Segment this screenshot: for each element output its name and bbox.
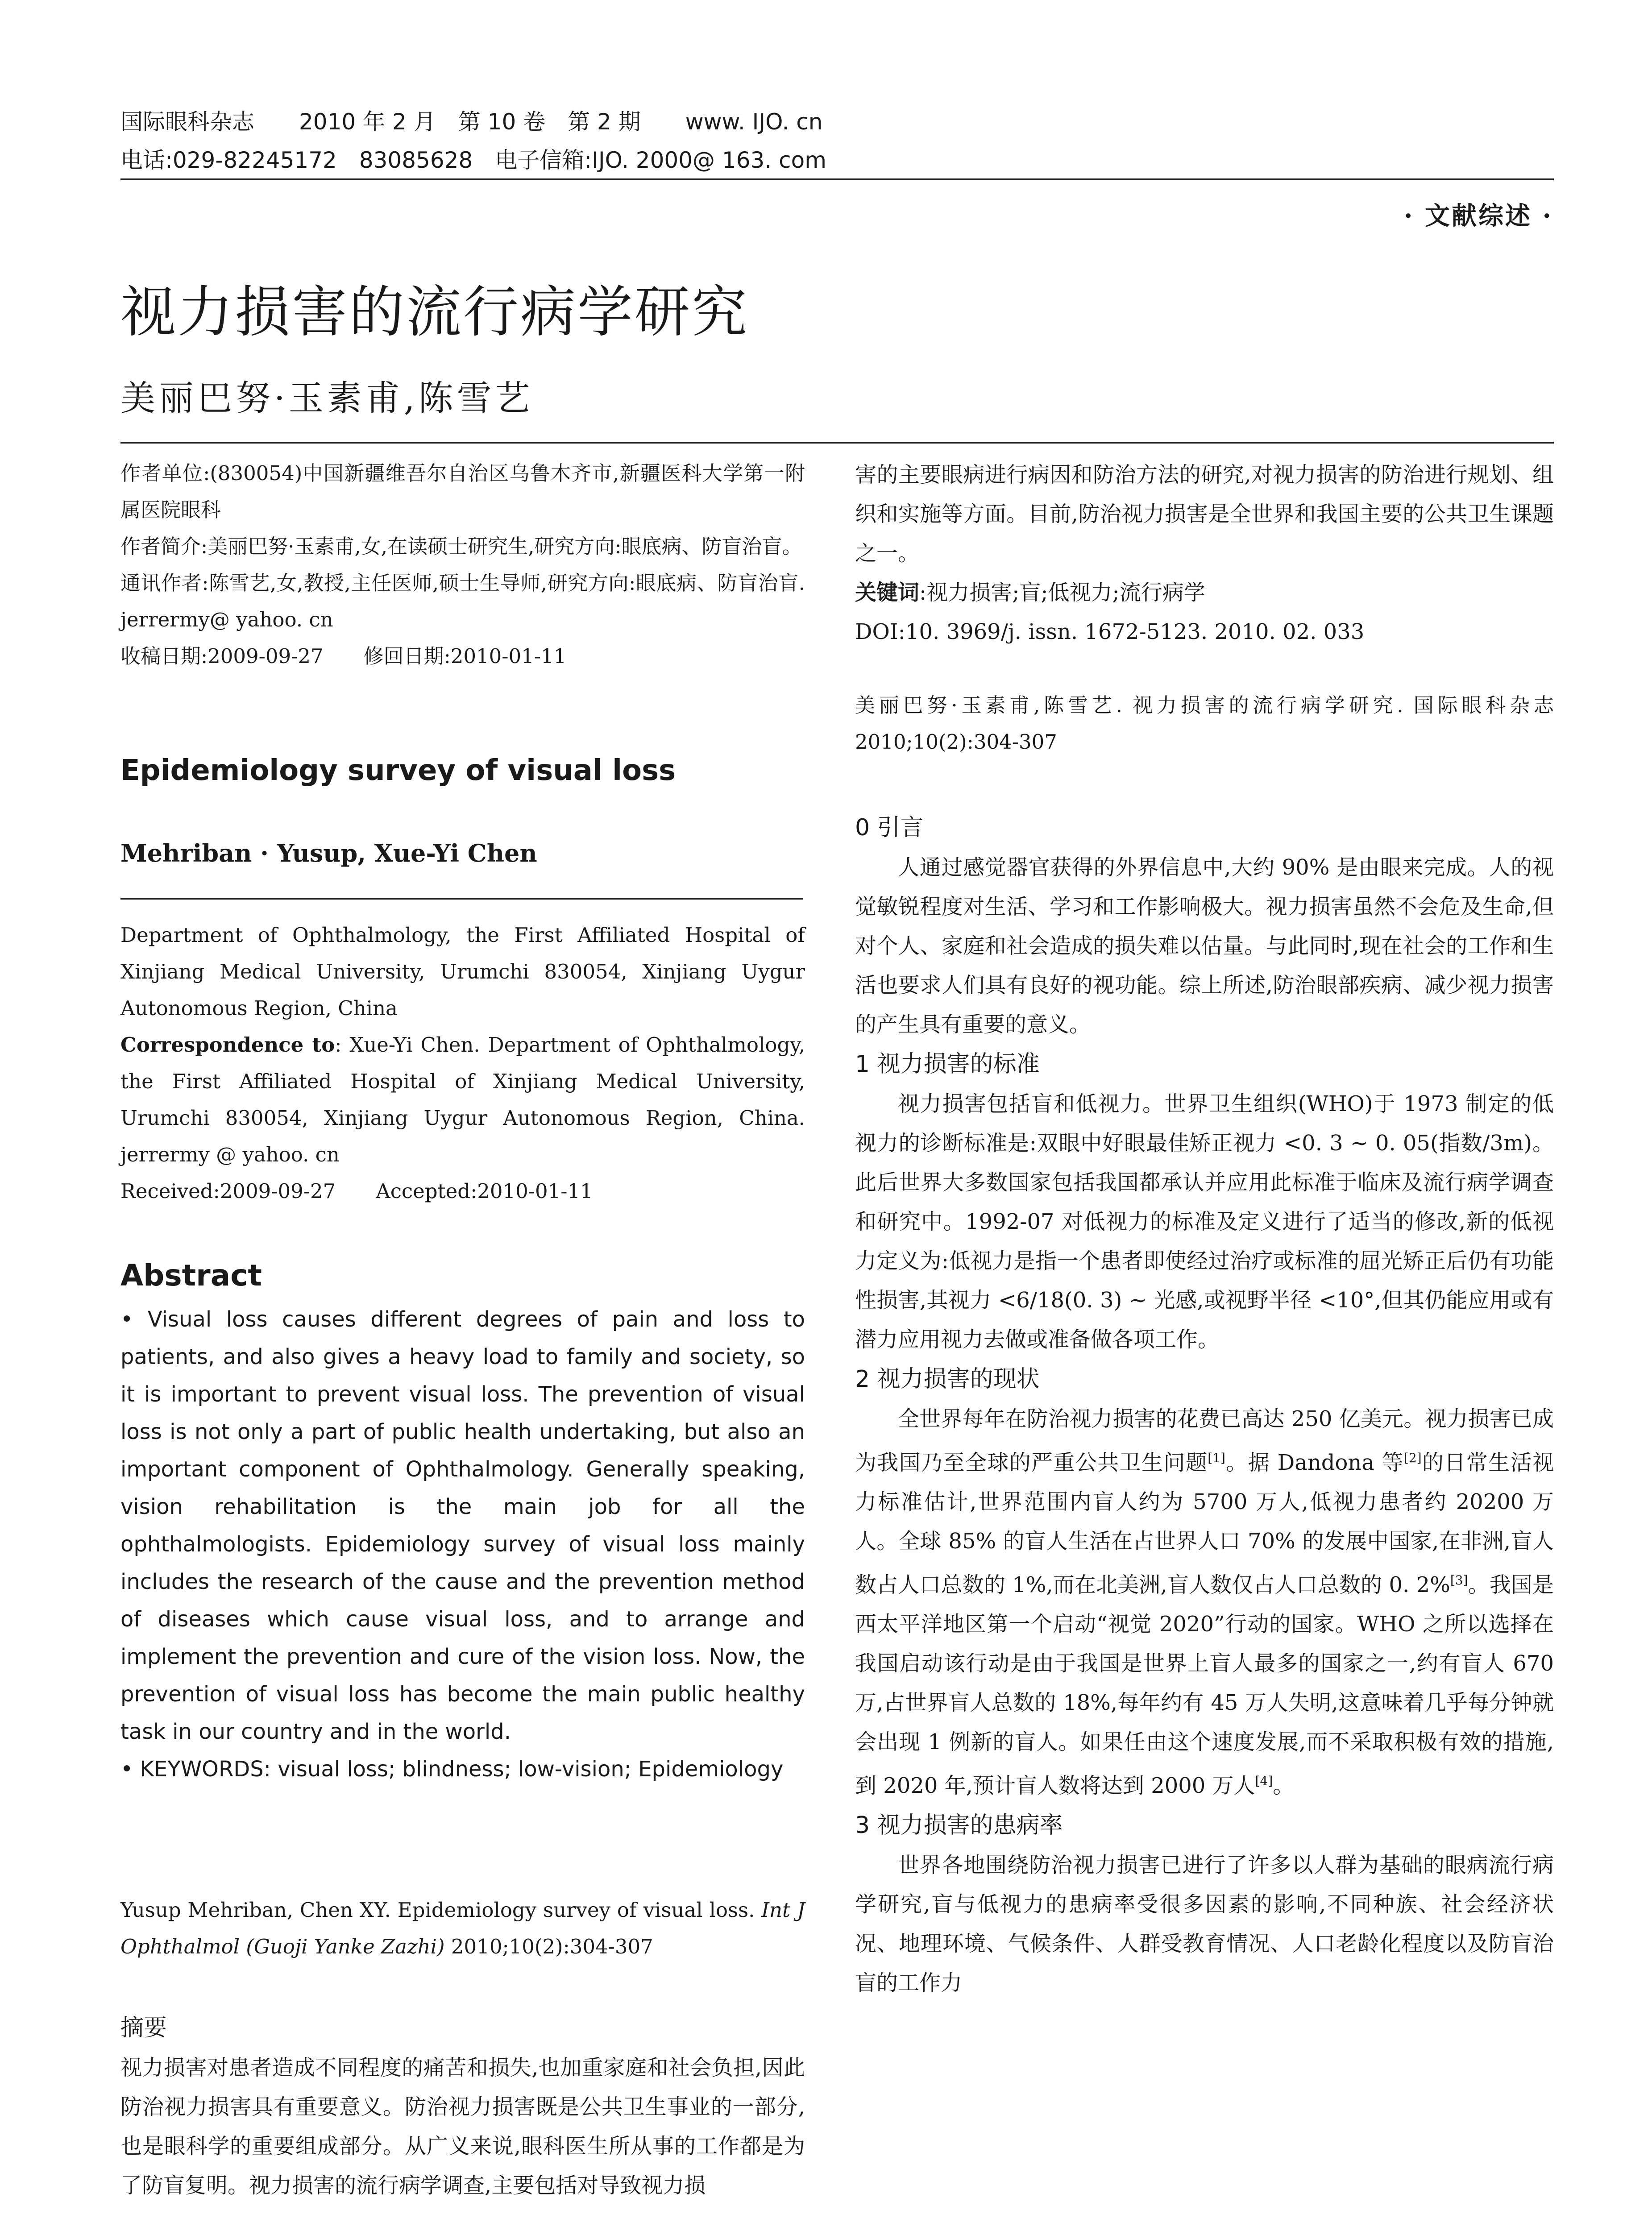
- dates-en: Received:2009-09-27 Accepted:2010-01-11: [120, 1179, 593, 1203]
- right-column-top: [855, 455, 1554, 651]
- journal-header-line2: 电话:029-82245172 83085628 电子信箱:IJO. 2000@ 163. com: [120, 147, 826, 173]
- citation-cn-text: 美丽巴努·玉素甫,陈雪艺. 视力损害的流行病学研究. 国际眼科杂志 2010;10(2):304-307: [855, 693, 1554, 754]
- abstract-cn-text: 视力损害对患者造成不同程度的痛苦和损失,也加重家庭和社会负担,因此防治视力损害具有重要意义。防治视力损害既是公共卫生事业的一部分,也是眼科学的重要组成部分。从广义来说,眼科医生所从事的工作都是为了防盲复明。视力损害的流行病学调查,主要包括对导致视力损: [120, 2055, 805, 2198]
- section-1-heading: 1 视力损害的标准: [855, 1051, 1040, 1078]
- journal-header: [120, 103, 826, 179]
- section-0-heading: 0 引言: [855, 814, 924, 841]
- section-3-heading: 3 视力损害的患病率: [855, 1812, 1063, 1839]
- section-2-text-part1: 全世界每年在防治视力损害的花费已高达 250 亿美元。视力损害已成为我国乃至全球的严重公共卫生问题: [855, 1406, 1554, 1475]
- title-rule: [120, 442, 1554, 444]
- citation-en-journal: Int J Ophthalmol (Guoji Yanke Zazhi): [120, 1898, 805, 1958]
- section-2-heading: 2 视力损害的现状: [855, 1366, 1040, 1393]
- correspondence-cn: 通讯作者:陈雪艺,女,教授,主任医师,硕士生导师,研究方向:眼底病、防盲治盲. jerrermy@ yahoo. cn: [120, 571, 805, 631]
- article-title-cn: 视力损害的流行病学研究: [120, 280, 749, 344]
- body-text: [855, 808, 1554, 2003]
- section-2-text-part5: 。: [1273, 1773, 1295, 1798]
- header-rule: [120, 178, 1554, 180]
- reference-4[interactable]: [4]: [1255, 1774, 1273, 1788]
- section-3-text: 世界各地围绕防治视力损害已进行了许多以人群为基础的眼病流行病学研究,盲与低视力的患病率受很多因素的影响,不同种族、社会经济状况、地理环境、气候条件、人群受教育情况、人口老龄化程度以及防盲治盲的工作力: [855, 1853, 1554, 1995]
- section-2-text-part4: 。我国是西太平洋地区第一个启动“视觉 2020”行动的国家。WHO 之所以选择在我国启动该行动是由于我国是世界上盲人最多的国家之一,约有盲人 670 万,占世界盲人总数的 18%,每年约有 45 万人失明,这意味着几乎每分钟就会出现 1 例新的盲人。如果任由这个速度发展,而不采取积极有效的措施,到 2020 年,预计盲人数将达到 2000 万人: [855, 1572, 1554, 1798]
- authors-en: Mehriban · Yusup, Xue-Yi Chen: [120, 839, 537, 867]
- section-0-text: 人通过感觉器官获得的外界信息中,大约 90% 是由眼来完成。人的视觉敏锐程度对生活、学习和工作影响极大。视力损害虽然不会危及生命,但对个人、家庭和社会造成的损失难以估量。与此同时,现在社会的工作和生活也要求人们具有良好的视功能。综上所述,防治眼部疾病、减少视力损害的产生具有重要的意义。: [855, 855, 1554, 1037]
- keywords-cn: [855, 573, 1554, 612]
- section-1-text: 视力损害包括盲和低视力。世界卫生组织(WHO)于 1973 制定的低视力的诊断标准是:双眼中好眼最佳矫正视力 <0. 3 ~ 0. 05(指数/3m)。此后世界大多数国家包括我国都承认并应用此标准于临床及流行病学调查和研究中。1992-07 对低视力的标准及定义进行了适当的修改,新的低视力定义为:低视力是指一个患者即使经过治疗或标准的屈光矫正后仍有功能性损害,其视力 <6/18(0. 3) ~ 光感,或视野半径 <10°,但其仍能应用或有潜力应用视力去做或准备做各项工作。: [855, 1091, 1554, 1352]
- left-column: [120, 455, 805, 675]
- correspondence-en: [120, 1027, 805, 1173]
- section-2-text-part2: 。据 Dandona 等: [1225, 1450, 1404, 1475]
- section-tag: · 文献综述 ·: [1404, 201, 1553, 231]
- reference-2[interactable]: [2]: [1403, 1451, 1422, 1465]
- abstract-cn-continued: 害的主要眼病进行病因和防治方法的研究,对视力损害的防治进行规划、组织和实施等方面。目前,防治视力损害是全世界和我国主要的公共卫生课题之一。: [855, 462, 1554, 566]
- abstract-en-text: • Visual loss causes different degrees of pain and loss to patients, and also gives a heavy load to family and society, so it is important to prevent visual loss. The prevention of visual loss is not only a part of public health undertaking, but also an important component of Ophthalmology. Generally speaking, vision rehabilitation is the main job for all the ophthalmologists. Epidemiology survey of visual loss mainly includes the research of the cause and the prevention method of diseases which cause visual loss, and to arrange and implement the prevention and cure of the vision loss. Now, the prevention of visual loss has become the main public healthy task in our country and in the world.: [120, 1307, 805, 1744]
- citation-en: [120, 1892, 805, 1965]
- section-2-text: [855, 1399, 1554, 1805]
- article-title-en: Epidemiology survey of visual loss: [120, 754, 676, 787]
- dates-cn: 收稿日期:2009-09-27 修回日期:2010-01-11: [120, 644, 567, 668]
- reference-1[interactable]: [1]: [1208, 1451, 1225, 1465]
- reference-3[interactable]: [3]: [1450, 1573, 1468, 1588]
- journal-header-line1: 国际眼科杂志 2010 年 2 月 第 10 卷 第 2 期 www. IJO. cn: [120, 109, 823, 135]
- citation-en-plain: Yusup Mehriban, Chen XY. Epidemiology survey of visual loss.: [120, 1898, 762, 1922]
- author-bio-cn: 作者简介:美丽巴努·玉素甫,女,在读硕士研究生,研究方向:眼底病、防盲治盲。: [120, 535, 802, 558]
- doi: DOI:10. 3969/j. issn. 1672-5123. 2010. 02. 033: [855, 619, 1365, 644]
- affiliation-en: Department of Ophthalmology, the First Affiliated Hospital of Xinjiang Medical University, Urumchi 830054, Xinjiang Uygur Autonomous Region, China: [120, 923, 805, 1020]
- abstract-heading: Abstract: [120, 1258, 262, 1293]
- keywords-en: • KEYWORDS: visual loss; blindness; low-vision; Epidemiology: [120, 1757, 784, 1782]
- authors-cn: 美丽巴努·玉素甫,陈雪艺: [120, 378, 534, 419]
- abstract-en: [120, 1301, 805, 1788]
- abstract-cn-heading: 摘要: [120, 2015, 167, 2041]
- citation-en-tail: 2010;10(2):304-307: [444, 1935, 653, 1958]
- abstract-cn: [120, 2048, 805, 2205]
- section-2-text-part3: 的日常生活视力标准估计,世界范围内盲人约为 5700 万人,低视力患者约 20200 万人。全球 85% 的盲人生活在占世界人口 70% 的发展中国家,在非洲,盲人数占人口总数的 1%,而在北美洲,盲人数仅占人口总数的 0. 2%: [855, 1450, 1554, 1597]
- english-front-matter: [120, 917, 805, 1210]
- keywords-cn-text: :视力损害;盲;低视力;流行病学: [919, 580, 1205, 605]
- affiliation-cn: 作者单位:(830054)中国新疆维吾尔自治区乌鲁木齐市,新疆医科大学第一附属医院眼科: [120, 461, 805, 522]
- citation-cn: [855, 687, 1554, 760]
- keywords-cn-label: 关键词: [855, 580, 920, 605]
- correspondence-en-label: Correspondence to: [120, 1033, 335, 1057]
- correspondence-en-text: : Xue-Yi Chen. Department of Ophthalmology, the First Affiliated Hospital of Xinjiang Medical University, Urumchi 830054, Xinjiang Uygur Autonomous Region, China. jerrermy @ yahoo. cn: [120, 1033, 805, 1166]
- en-authors-rule: [120, 898, 803, 900]
